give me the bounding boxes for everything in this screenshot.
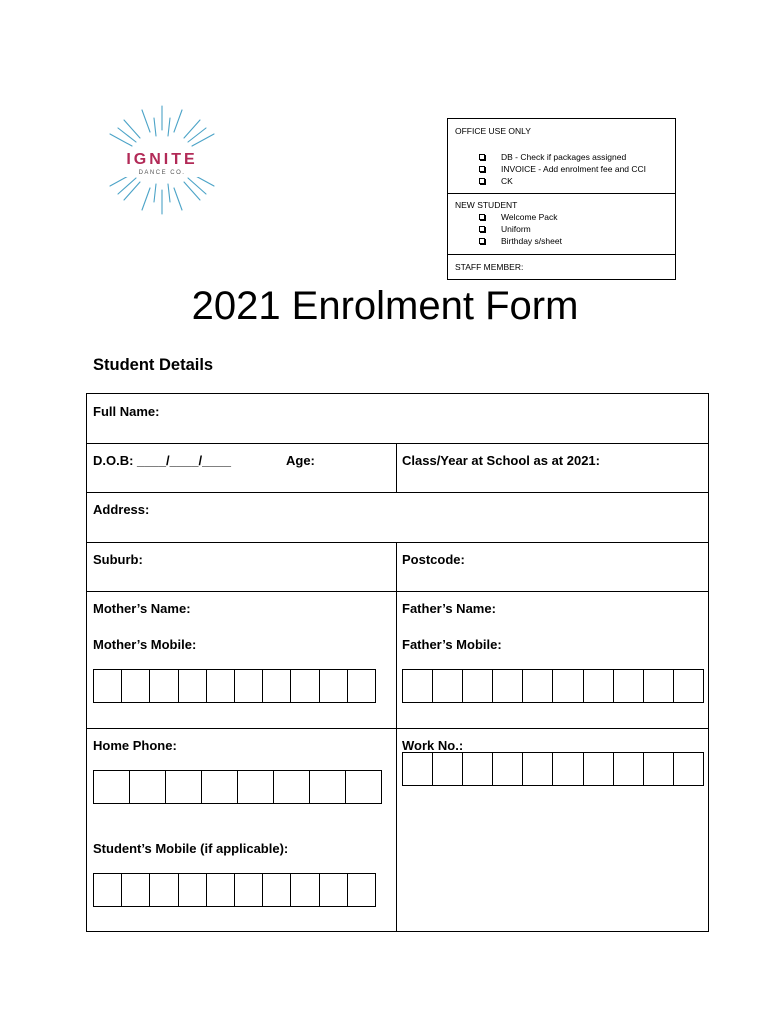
student-details-form: [86, 393, 709, 932]
page-title: 2021 Enrolment Form: [191, 284, 579, 328]
column-divider: [396, 443, 397, 493]
digit-box[interactable]: [122, 670, 150, 702]
digit-box[interactable]: [291, 874, 319, 906]
digit-box[interactable]: [207, 874, 235, 906]
digit-box[interactable]: [202, 771, 238, 803]
digit-box[interactable]: [179, 874, 207, 906]
logo-sunburst-icon: [100, 102, 224, 218]
ignite-logo: [100, 102, 224, 218]
age-field[interactable]: Age:: [286, 453, 315, 468]
digit-box[interactable]: [674, 670, 703, 702]
staff-member-label: STAFF MEMBER:: [455, 262, 524, 272]
digit-box[interactable]: [179, 670, 207, 702]
father-mobile-input[interactable]: [402, 669, 704, 703]
suburb-field[interactable]: Suburb:: [93, 552, 143, 567]
checkbox-icon[interactable]: [479, 178, 485, 184]
digit-box[interactable]: [150, 670, 178, 702]
digit-box[interactable]: [553, 670, 583, 702]
digit-box[interactable]: [235, 874, 263, 906]
mother-mobile-input[interactable]: [93, 669, 376, 703]
staff-member-section[interactable]: [448, 254, 675, 280]
row-divider: [87, 492, 708, 493]
digit-box[interactable]: [584, 753, 614, 785]
digit-box[interactable]: [433, 670, 463, 702]
digit-box[interactable]: [207, 670, 235, 702]
office-check-item[interactable]: [479, 164, 646, 174]
new-student-section: [448, 193, 675, 255]
column-divider: [396, 542, 397, 931]
postcode-field[interactable]: Postcode:: [402, 552, 465, 567]
checkbox-icon[interactable]: [479, 154, 485, 160]
section-title-student-details: Student Details: [93, 356, 214, 374]
mother-mobile-label: Mother’s Mobile:: [93, 637, 197, 652]
digit-box[interactable]: [310, 771, 346, 803]
digit-box[interactable]: [523, 753, 553, 785]
home-phone-input[interactable]: [93, 770, 382, 804]
digit-box[interactable]: [553, 753, 583, 785]
office-check-label: CK: [501, 176, 513, 186]
digit-box[interactable]: [614, 670, 644, 702]
digit-box[interactable]: [644, 753, 674, 785]
home-phone-label: Home Phone:: [93, 738, 177, 753]
digit-box[interactable]: [348, 874, 375, 906]
checkbox-icon[interactable]: [479, 166, 485, 172]
digit-box[interactable]: [150, 874, 178, 906]
digit-box[interactable]: [674, 753, 703, 785]
digit-box[interactable]: [166, 771, 202, 803]
digit-box[interactable]: [403, 670, 433, 702]
new-student-check-item[interactable]: [479, 224, 531, 234]
digit-box[interactable]: [274, 771, 310, 803]
logo-tagline: DANCE CO.: [138, 170, 186, 176]
digit-box[interactable]: [94, 670, 122, 702]
row-divider: [87, 591, 708, 592]
checkbox-icon[interactable]: [479, 226, 485, 232]
checkbox-icon[interactable]: [479, 214, 485, 220]
digit-box[interactable]: [644, 670, 674, 702]
dob-field[interactable]: D.O.B: ____/____/____: [93, 453, 232, 468]
office-checklist-section: [448, 119, 675, 194]
digit-box[interactable]: [122, 874, 150, 906]
digit-box[interactable]: [235, 670, 263, 702]
digit-box[interactable]: [614, 753, 644, 785]
digit-box[interactable]: [493, 670, 523, 702]
digit-box[interactable]: [348, 670, 375, 702]
work-no-label: Work No.:: [402, 738, 464, 753]
digit-box[interactable]: [403, 753, 433, 785]
digit-box[interactable]: [291, 670, 319, 702]
logo-wordmark: IGNITE: [126, 151, 198, 168]
digit-box[interactable]: [346, 771, 381, 803]
office-use-heading: OFFICE USE ONLY: [455, 126, 531, 136]
digit-box[interactable]: [523, 670, 553, 702]
new-student-check-item[interactable]: [479, 212, 558, 222]
new-student-check-label: Uniform: [501, 224, 531, 234]
digit-box[interactable]: [94, 771, 130, 803]
digit-box[interactable]: [433, 753, 463, 785]
office-check-item[interactable]: [479, 152, 626, 162]
full-name-field[interactable]: Full Name:: [93, 404, 160, 419]
new-student-check-label: Welcome Pack: [501, 212, 558, 222]
work-no-input[interactable]: [402, 752, 704, 786]
digit-box[interactable]: [130, 771, 166, 803]
digit-box[interactable]: [94, 874, 122, 906]
student-mobile-label: Student’s Mobile (if applicable):: [93, 841, 289, 856]
new-student-heading: NEW STUDENT: [455, 200, 518, 210]
new-student-check-label: Birthday s/sheet: [501, 236, 562, 246]
digit-box[interactable]: [263, 670, 291, 702]
father-mobile-label: Father’s Mobile:: [402, 637, 502, 652]
checkbox-icon[interactable]: [479, 238, 485, 244]
row-divider: [87, 542, 708, 543]
row-divider: [87, 728, 708, 729]
office-check-item[interactable]: [479, 176, 513, 186]
digit-box[interactable]: [584, 670, 614, 702]
mother-name-field[interactable]: Mother’s Name:: [93, 601, 191, 616]
office-use-box: [447, 118, 676, 280]
digit-box[interactable]: [493, 753, 523, 785]
digit-box[interactable]: [320, 670, 348, 702]
digit-box[interactable]: [238, 771, 274, 803]
digit-box[interactable]: [263, 874, 291, 906]
digit-box[interactable]: [320, 874, 348, 906]
office-check-label: DB - Check if packages assigned: [501, 152, 627, 162]
father-name-field[interactable]: Father’s Name:: [402, 601, 496, 616]
new-student-check-item[interactable]: [479, 236, 562, 246]
digit-box[interactable]: [463, 753, 493, 785]
digit-box[interactable]: [463, 670, 493, 702]
class-year-field[interactable]: Class/Year at School as at 2021:: [402, 453, 600, 468]
student-mobile-input[interactable]: [93, 873, 376, 907]
address-field[interactable]: Address:: [93, 502, 150, 517]
office-check-label: INVOICE - Add enrolment fee and CCI: [501, 164, 647, 174]
row-divider: [87, 443, 708, 444]
